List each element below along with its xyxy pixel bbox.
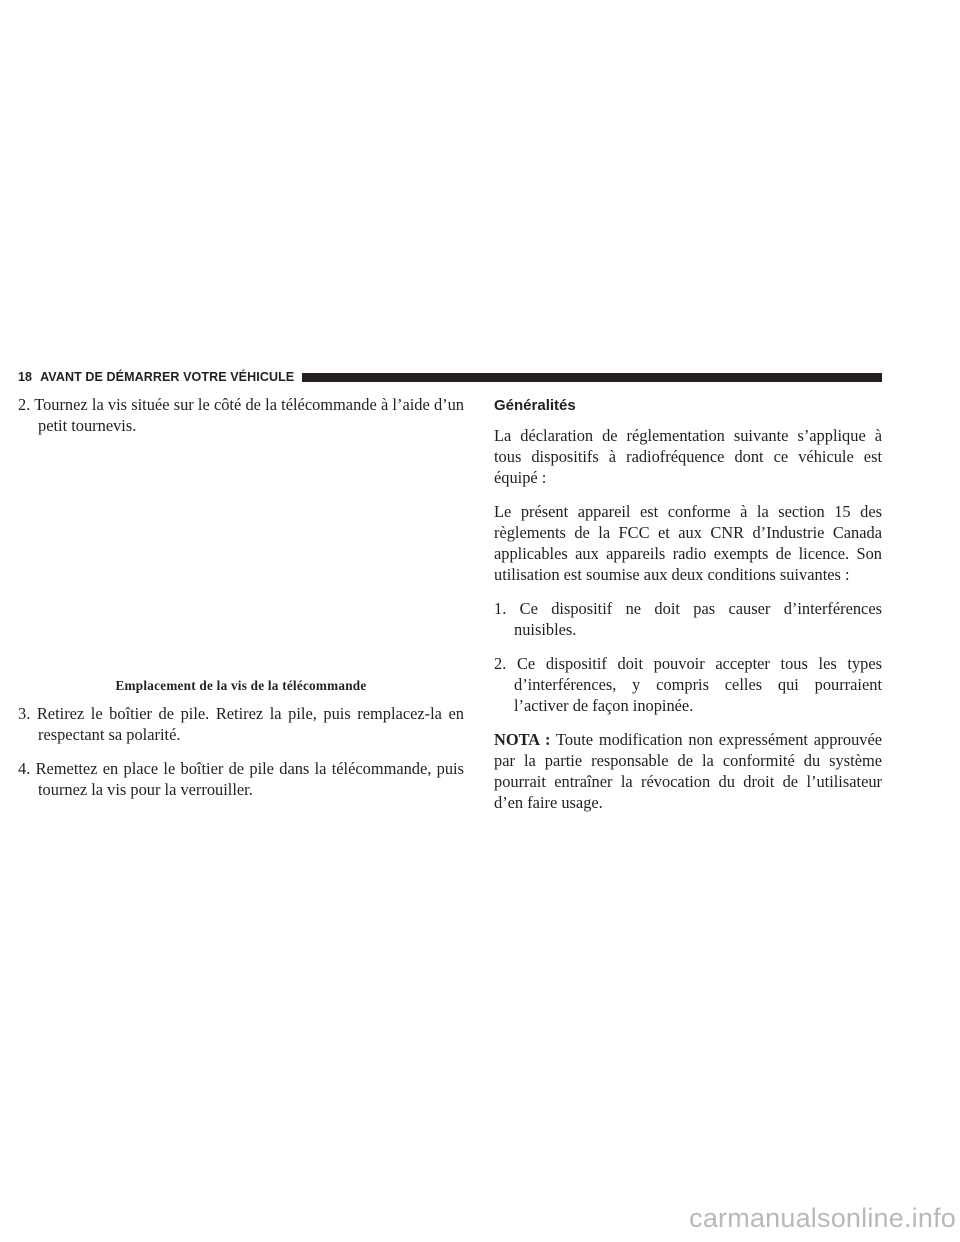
condition-1 <box>494 598 882 640</box>
condition-1-text: Ce dispositif ne doit pas causer d’interférences nuisibles. <box>514 599 882 639</box>
condition-1-number: 1. <box>494 599 507 618</box>
page-number: 18 <box>18 370 33 384</box>
header-rule <box>302 373 882 382</box>
compliance-paragraph: Le présent appareil est conforme à la section 15 des règlements de la FCC et aux CNR d’Industrie Canada applicables aux appareils radio exempts de licence. Son utilisation est soumise aux deux conditions suivantes : <box>494 502 882 584</box>
left-column <box>18 394 464 813</box>
remote-screw-figure <box>18 449 464 677</box>
step-4-number: 4. <box>18 759 31 778</box>
step-2-number: 2. <box>18 395 31 414</box>
section-heading: Généralités <box>494 397 576 414</box>
note-label: NOTA : <box>494 730 551 749</box>
right-column <box>494 394 882 826</box>
condition-2 <box>494 653 882 716</box>
step-3-text: Retirez le boîtier de pile. Retirez la pile, puis remplacez-la en respectant sa polarité. <box>36 704 464 744</box>
condition-2-text: Ce dispositif doit pouvoir accepter tous les types d’interférences, y compris celles qui pourraient l’activer de façon inopinée. <box>514 654 882 715</box>
section-title: AVANT DE DÉMARRER VOTRE VÉHICULE <box>40 370 295 384</box>
step-3 <box>18 703 464 745</box>
step-4 <box>18 758 464 800</box>
watermark: carmanualsonline.info <box>689 1203 956 1233</box>
note-paragraph <box>494 729 882 813</box>
page-header <box>18 369 882 385</box>
note-text: Toute modification non expressément approuvée par la partie responsable de la conformité du système pourrait entraîner la révocation du droit de l’utilisateur d’en faire usage. <box>494 730 883 812</box>
figure-caption: Emplacement de la vis de la télécommande <box>115 678 367 693</box>
step-2 <box>18 394 464 436</box>
step-4-text: Remettez en place le boîtier de pile dans la télécommande, puis tournez la vis pour la verrouiller. <box>35 759 464 799</box>
intro-paragraph: La déclaration de réglementation suivante s’applique à tous dispositifs à radiofréquence dont ce véhicule est équipé : <box>494 426 882 487</box>
step-2-text: Tournez la vis située sur le côté de la télécommande à l’aide d’un petit tournevis. <box>34 395 464 435</box>
step-3-number: 3. <box>18 704 31 723</box>
condition-2-number: 2. <box>494 654 507 673</box>
